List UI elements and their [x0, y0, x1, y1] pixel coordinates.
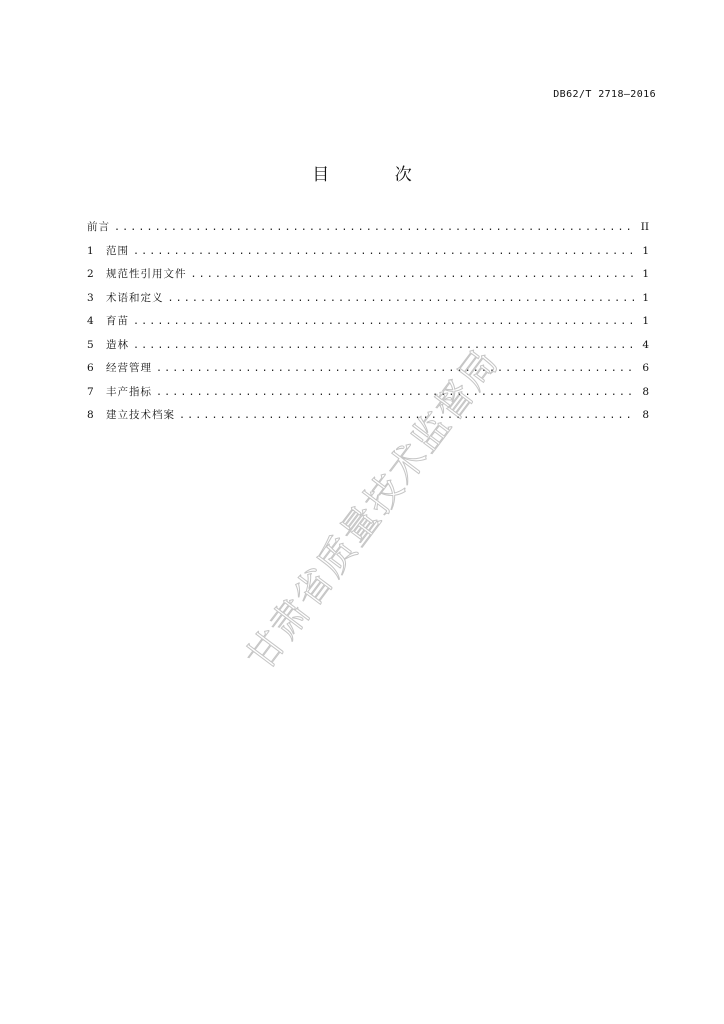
toc-dot-leader [133, 334, 635, 358]
document-code: DB62/T 2718—2016 [553, 89, 656, 100]
toc-dot-leader [179, 404, 635, 428]
toc-entry-foreword[interactable] [87, 216, 649, 240]
toc-entry-page: 6 [642, 362, 649, 374]
toc-entry-number: 3 [87, 291, 94, 304]
toc-entry-terms-definitions[interactable] [87, 287, 649, 311]
toc-entry-page: 8 [642, 409, 649, 421]
toc-entry-page: 1 [642, 244, 649, 257]
toc-entry-scope[interactable] [87, 240, 649, 264]
toc-dot-leader [114, 216, 635, 240]
toc-dot-leader [156, 381, 635, 405]
toc-entry-afforestation[interactable] [87, 334, 649, 358]
toc-entry-title: 范围 [106, 244, 129, 257]
toc-entry-title: 育苗 [106, 315, 129, 327]
watermark: 甘肃省质量技术监督局 [238, 340, 508, 678]
toc-entry-title: 术语和定义 [106, 291, 164, 304]
toc-entry-yield-indicators[interactable] [87, 381, 649, 405]
toc-entry-technical-archives[interactable] [87, 404, 649, 428]
toc-entry-seedling[interactable] [87, 310, 649, 334]
toc-entry-title: 造林 [106, 338, 129, 351]
table-of-contents [87, 216, 649, 428]
toc-dot-leader [133, 310, 635, 334]
toc-dot-leader [133, 240, 635, 264]
toc-entry-normative-references[interactable] [87, 263, 649, 287]
toc-entry-number: 5 [87, 338, 94, 351]
toc-entry-number: 8 [87, 409, 94, 421]
toc-entry-management[interactable] [87, 357, 649, 381]
toc-entry-title: 建立技术档案 [106, 409, 175, 421]
toc-entry-page: 8 [642, 385, 649, 398]
toc-dot-leader [168, 287, 636, 311]
toc-entry-title: 前言 [87, 221, 110, 233]
toc-entry-page: 1 [642, 315, 649, 327]
toc-entry-page: 4 [642, 338, 649, 351]
toc-entry-page: 1 [642, 291, 649, 304]
toc-dot-leader [156, 357, 635, 381]
toc-entry-page: II [640, 221, 649, 233]
toc-entry-number: 4 [87, 315, 94, 327]
page-title: 目 次 [312, 165, 442, 185]
toc-entry-number: 1 [87, 244, 94, 257]
toc-entry-title: 规范性引用文件 [106, 268, 187, 280]
toc-entry-page: 1 [642, 268, 649, 280]
toc-entry-number: 2 [87, 268, 94, 280]
toc-entry-number: 7 [87, 385, 94, 398]
toc-entry-title: 丰产指标 [106, 385, 152, 398]
toc-entry-number: 6 [87, 362, 94, 374]
toc-entry-title: 经营管理 [106, 362, 152, 374]
toc-dot-leader [191, 263, 636, 287]
